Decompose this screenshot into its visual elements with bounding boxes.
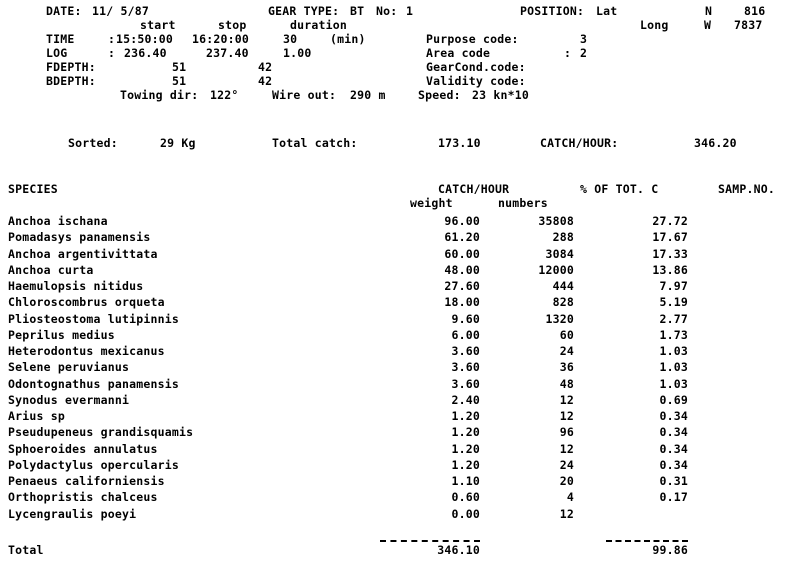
catch-numbers: 12 <box>559 507 574 521</box>
catch-weight: 1.20 <box>451 458 480 472</box>
catch-weight: 0.60 <box>451 490 480 504</box>
date-label: DATE: <box>46 4 82 18</box>
col-duration: duration <box>290 18 347 32</box>
catch-weight: 1.20 <box>451 442 480 456</box>
sorted-value: 29 Kg <box>160 136 196 150</box>
total-catch-value: 173.10 <box>438 136 481 150</box>
percent-of-total: 1.03 <box>659 344 688 358</box>
log-label: LOG <box>46 46 68 60</box>
weight-header: weight <box>410 196 453 210</box>
catch-numbers: 24 <box>559 458 574 472</box>
species-name: Sphoeroides annulatus <box>8 442 158 456</box>
catch-numbers: 12 <box>559 442 574 456</box>
species-name: Haemulopsis nitidus <box>8 279 144 293</box>
col-stop: stop <box>218 18 247 32</box>
log-start: 236.40 <box>124 46 167 60</box>
species-name: Pomadasys panamensis <box>8 230 151 244</box>
species-name: Pseudupeneus grandisquamis <box>8 425 194 439</box>
time-stop: 16:20:00 <box>192 32 249 46</box>
catch-weight: 3.60 <box>451 360 480 374</box>
species-name: Anchoa argentivittata <box>8 247 158 261</box>
percent-of-total: 0.34 <box>659 425 688 439</box>
wire-label: Wire out: <box>272 88 337 102</box>
species-name: Anchoa ischana <box>8 214 108 228</box>
catch-numbers: 1320 <box>545 312 574 326</box>
area-value: 2 <box>580 46 588 60</box>
percent-of-total: 1.03 <box>659 360 688 374</box>
percent-of-total: 0.34 <box>659 458 688 472</box>
catch-numbers: 288 <box>552 230 574 244</box>
species-name: Chloroscombrus orqueta <box>8 295 165 309</box>
percent-of-total: 0.34 <box>659 409 688 423</box>
col-start: start <box>140 18 176 32</box>
catch-weight: 96.00 <box>444 214 480 228</box>
catch-hour-label: CATCH/HOUR: <box>540 136 619 150</box>
catch-numbers: 24 <box>559 344 574 358</box>
percent-total-rule <box>606 540 688 542</box>
catch-hour-header: CATCH/HOUR <box>438 182 510 196</box>
percent-of-total: 0.34 <box>659 442 688 456</box>
no-label: No: <box>376 4 398 18</box>
catch-numbers: 96 <box>559 425 574 439</box>
wire-value: 290 m <box>350 88 386 102</box>
catch-weight: 3.60 <box>451 377 480 391</box>
catch-weight: 6.00 <box>451 328 480 342</box>
catch-weight: 0.00 <box>451 507 480 521</box>
species-name: Peprilus medius <box>8 328 115 342</box>
percent-of-total: 0.31 <box>659 474 688 488</box>
catch-weight: 2.40 <box>451 393 480 407</box>
time-start: 15:50:00 <box>116 32 173 46</box>
gearcond-label: GearCond.code: <box>426 60 526 74</box>
species-name: Polydactylus opercularis <box>8 458 179 472</box>
sample-number-header: SAMP.NO. <box>718 182 775 196</box>
long-label: Long <box>640 18 669 32</box>
species-name: Pliosteostoma lutipinnis <box>8 312 179 326</box>
time-unit: (min) <box>330 32 366 46</box>
catch-numbers: 12000 <box>538 263 574 277</box>
catch-numbers: 60 <box>559 328 574 342</box>
species-name: Orthopristis chalceus <box>8 490 158 504</box>
towing-value: 122° <box>210 88 239 102</box>
catch-numbers: 828 <box>552 295 574 309</box>
percent-of-total: 0.69 <box>659 393 688 407</box>
area-label: Area code <box>426 46 491 60</box>
percent-of-total: 17.33 <box>652 247 688 261</box>
catch-numbers: 35808 <box>538 214 574 228</box>
gear-type-label: GEAR TYPE: <box>268 4 340 18</box>
catch-weight: 18.00 <box>444 295 480 309</box>
total-weight: 346.10 <box>437 543 480 557</box>
weight-total-rule <box>380 540 480 542</box>
fdepth-stop: 42 <box>258 60 273 74</box>
percent-of-total: 2.77 <box>659 312 688 326</box>
species-name: Heterodontus mexicanus <box>8 344 165 358</box>
purpose-value: 3 <box>580 32 588 46</box>
catch-weight: 1.20 <box>451 425 480 439</box>
catch-numbers: 12 <box>559 393 574 407</box>
towing-label: Towing dir: <box>120 88 199 102</box>
validity-label: Validity code: <box>426 74 526 88</box>
gear-type-value: BT <box>350 4 365 18</box>
catch-weight: 61.20 <box>444 230 480 244</box>
catch-numbers: 20 <box>559 474 574 488</box>
long-value: 7837 <box>734 18 763 32</box>
lat-hemisphere: N <box>705 4 713 18</box>
sorted-label: Sorted: <box>68 136 118 150</box>
long-hemisphere: W <box>704 18 712 32</box>
species-name: Lycengraulis poeyi <box>8 507 137 521</box>
total-label: Total <box>8 543 44 557</box>
catch-numbers: 48 <box>559 377 574 391</box>
percent-of-total: 27.72 <box>652 214 688 228</box>
time-label: TIME <box>46 32 75 46</box>
percent-of-total: 17.67 <box>652 230 688 244</box>
percent-of-total: 1.03 <box>659 377 688 391</box>
percent-of-total: 1.73 <box>659 328 688 342</box>
species-name: Odontognathus panamensis <box>8 377 179 391</box>
numbers-header: numbers <box>498 196 548 210</box>
log-duration: 1.00 <box>283 46 312 60</box>
species-name: Synodus evermanni <box>8 393 130 407</box>
total-catch-label: Total catch: <box>272 136 358 150</box>
percent-of-total: 0.17 <box>659 490 688 504</box>
fdepth-label: FDEPTH: <box>46 60 96 74</box>
species-name: Anchoa curta <box>8 263 94 277</box>
percent-of-total: 13.86 <box>652 263 688 277</box>
catch-numbers: 4 <box>566 490 574 504</box>
catch-numbers: 36 <box>559 360 574 374</box>
percent-total-header: % OF TOT. C <box>580 182 659 196</box>
fdepth-start: 51 <box>172 60 187 74</box>
catch-weight: 1.10 <box>451 474 480 488</box>
catch-numbers: 444 <box>552 279 574 293</box>
species-header: SPECIES <box>8 182 58 196</box>
purpose-label: Purpose code: <box>426 32 519 46</box>
catch-weight: 48.00 <box>444 263 480 277</box>
date-value: 11/ 5/87 <box>92 4 149 18</box>
species-name: Arius sp <box>8 409 65 423</box>
log-stop: 237.40 <box>206 46 249 60</box>
bdepth-label: BDEPTH: <box>46 74 96 88</box>
percent-of-total: 7.97 <box>659 279 688 293</box>
percent-of-total: 5.19 <box>659 295 688 309</box>
lat-value: 816 <box>744 4 766 18</box>
speed-value: 23 kn*10 <box>472 88 529 102</box>
catch-weight: 9.60 <box>451 312 480 326</box>
species-name: Selene peruvianus <box>8 360 130 374</box>
bdepth-stop: 42 <box>258 74 273 88</box>
catch-weight: 3.60 <box>451 344 480 358</box>
catch-numbers: 12 <box>559 409 574 423</box>
catch-weight: 60.00 <box>444 247 480 261</box>
position-label: POSITION: <box>520 4 585 18</box>
speed-label: Speed: <box>418 88 461 102</box>
time-duration: 30 <box>283 32 298 46</box>
no-value: 1 <box>406 4 414 18</box>
total-percent: 99.86 <box>652 543 688 557</box>
catch-numbers: 3084 <box>545 247 574 261</box>
species-name: Penaeus californiensis <box>8 474 165 488</box>
catch-hour-value: 346.20 <box>694 136 737 150</box>
bdepth-start: 51 <box>172 74 187 88</box>
catch-weight: 27.60 <box>444 279 480 293</box>
lat-label: Lat <box>596 4 618 18</box>
catch-weight: 1.20 <box>451 409 480 423</box>
